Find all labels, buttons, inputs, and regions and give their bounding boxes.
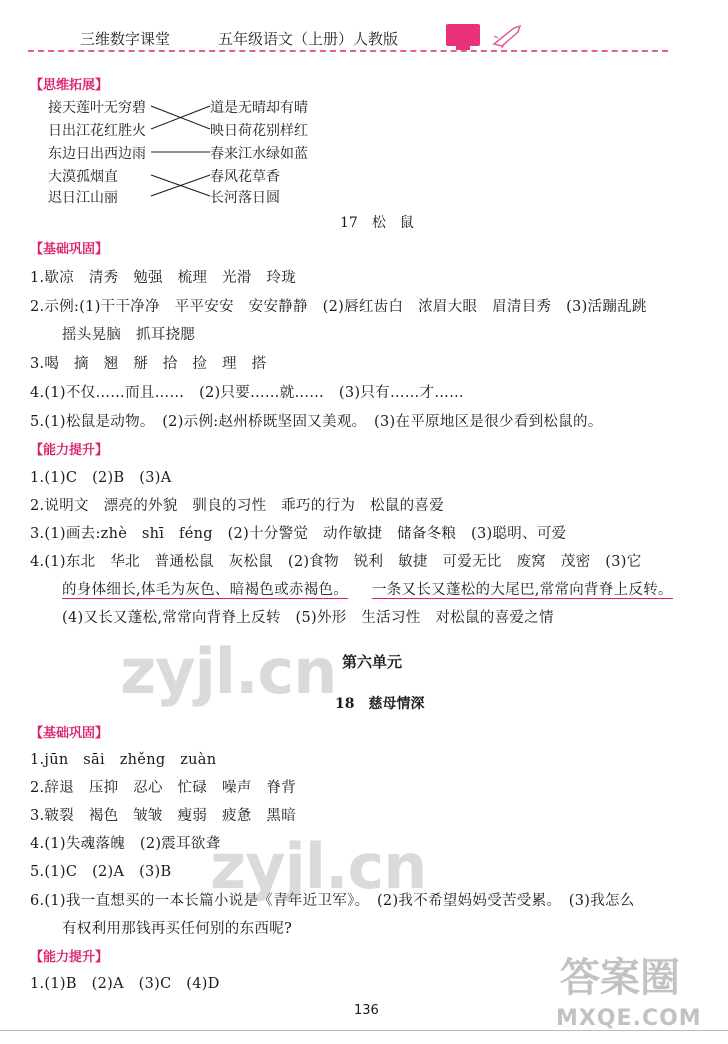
l17-basic-1: 1.歇凉 清秀 勉强 梳理 光滑 玲珑 [30, 270, 297, 286]
l17-ability-2: 2.说明文 漂亮的外貌 驯良的习性 乖巧的行为 松鼠的喜爱 [30, 498, 445, 514]
monitor-icon [446, 24, 480, 46]
match-left-5: 迟日江山丽 [48, 190, 118, 206]
l18-basic-2: 2.辞退 压抑 忍心 忙碌 噪声 脊背 [30, 780, 297, 796]
rocket-icon [492, 24, 522, 48]
underlined-answer-2: 一条又长又蓬松的大尾巴,常常向背脊上反转。 [371, 582, 673, 598]
lesson-18-title: 18 慈母情深 [335, 696, 425, 712]
watermark-1: zyjl.cn [120, 635, 337, 708]
corner-watermark-site: MXQE.COM [556, 1006, 702, 1031]
l18-ability-1: 1.(1)B (2)A (3)C (4)D [30, 976, 220, 992]
match-right-2: 映日荷花别样红 [210, 123, 308, 139]
watermark-2: zyjl.cn [210, 830, 427, 903]
header-divider [28, 50, 668, 52]
corner-watermark-logo: 答案圈 [560, 955, 680, 1001]
l17-ability-4-cont [62, 578, 673, 599]
l17-basic-4: 4.(1)不仅……而且…… (2)只要……就…… (3)只有……才…… [30, 385, 464, 401]
l17-basic-5: 5.(1)松鼠是动物。 (2)示例:赵州桥既坚固又美观。 (3)在平原地区是很少看到松鼠的。 [30, 414, 603, 430]
matching-lines [150, 100, 212, 210]
unit-6-title: 第六单元 [342, 653, 403, 671]
l17-basic-2: 2.示例:(1)干干净净 平平安安 安安静静 (2)唇红齿白 浓眉大眼 眉清目秀 (3)活蹦乱跳 [30, 299, 647, 315]
section-label-ability: 【能力提升】 [30, 443, 109, 458]
l18-basic-1: 1.jūn sāi zhěng zuàn [30, 752, 217, 768]
section-label-ability-18: 【能力提升】 [30, 950, 109, 965]
l17-ability-3: 3.(1)画去:zhè shī féng (2)十分警觉 动作敏捷 储备冬粮 (3)聪明、可爱 [30, 526, 567, 542]
l18-basic-4: 4.(1)失魂落魄 (2)震耳欲聋 [30, 836, 221, 852]
header-book-series: 三维数字课堂 [80, 30, 171, 48]
match-left-1: 接天莲叶无穷碧 [48, 100, 146, 116]
l18-basic-6: 6.(1)我一直想买的一本长篇小说是《青年近卫军》。 (2)我不希望妈妈受苦受累。 (3)我怎么 [30, 893, 635, 909]
l17-basic-2-cont: 摇头晃脑 抓耳挠腮 [62, 327, 196, 343]
match-left-3: 东边日出西边雨 [48, 146, 146, 162]
l17-ability-1: 1.(1)C (2)B (3)A [30, 470, 172, 486]
match-left-2: 日出江花红胜火 [48, 123, 146, 139]
match-right-3: 春来江水绿如蓝 [210, 146, 308, 162]
match-right-5: 长河落日圆 [210, 190, 280, 206]
l18-basic-5: 5.(1)C (2)A (3)B [30, 864, 172, 880]
lesson-17-title: 17 松 鼠 [340, 215, 414, 231]
section-label-basic: 【基础巩固】 [30, 242, 109, 257]
header-book-title: 五年级语文（上册）人教版 [218, 30, 399, 48]
l17-ability-4: 4.(1)东北 华北 普通松鼠 灰松鼠 (2)食物 锐利 敏捷 可爱无比 废窝 茂密 (3)它 [30, 554, 642, 570]
l17-basic-3: 3.喝 摘 翘 掰 拾 捡 理 搭 [30, 356, 267, 372]
section-label-basic-18: 【基础巩固】 [30, 726, 109, 741]
underlined-answer-1: 的身体细长,体毛为灰色、暗褐色或赤褐色。 [62, 582, 349, 598]
l18-basic-3: 3.皲裂 褐色 皱皱 瘦弱 疲惫 黑暗 [30, 808, 297, 824]
l17-ability-4-tail: (4)又长又蓬松,常常向背脊上反转 (5)外形 生活习性 对松鼠的喜爱之情 [62, 610, 554, 626]
page-number: 136 [354, 1003, 379, 1018]
match-right-4: 春风花草香 [210, 169, 280, 185]
l18-basic-6-cont: 有权利用那钱再买任何别的东西呢? [62, 921, 293, 937]
match-left-4: 大漠孤烟直 [48, 169, 118, 185]
match-right-1: 道是无晴却有晴 [210, 100, 308, 116]
section-label-thinking: 【思维拓展】 [30, 78, 109, 93]
